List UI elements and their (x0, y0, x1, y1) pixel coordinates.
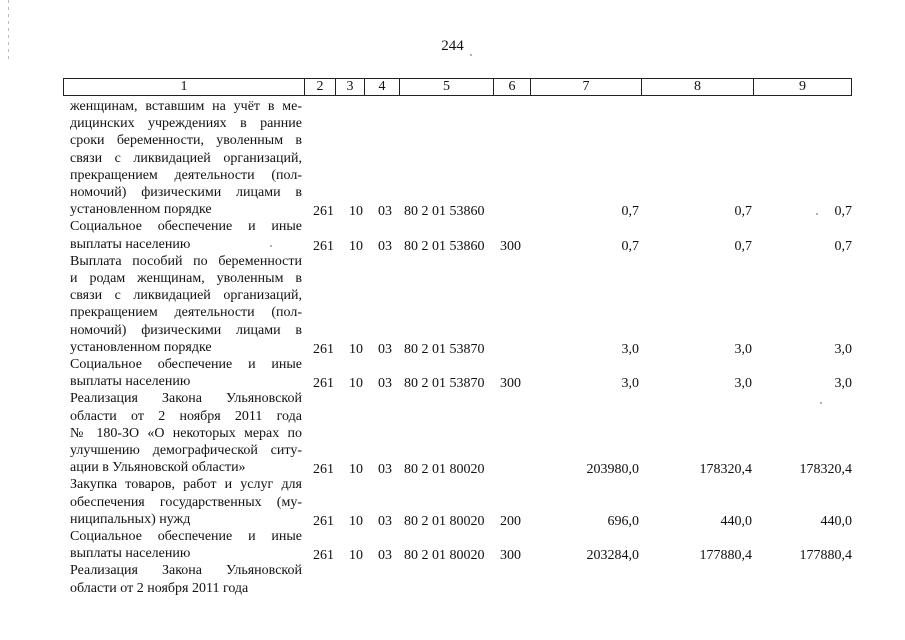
description-line: Реализация Закона Ульяновской (70, 563, 302, 579)
cell-c9: 440,0 (820, 513, 852, 529)
row-description (70, 98, 302, 218)
cell-c7: 0,7 (621, 238, 639, 254)
row-description (70, 253, 302, 356)
row-description (70, 356, 302, 390)
description-line: прекращением деятельности (пол- (70, 167, 302, 183)
row-description (70, 562, 302, 596)
cell-c9: 3,0 (834, 341, 852, 357)
row-description (70, 528, 302, 562)
cell-c2: 261 (313, 548, 334, 564)
description-line: Выплата пособий по беременности (70, 253, 302, 269)
cell-c8: 0,7 (734, 204, 752, 220)
page-number: 244 (441, 38, 464, 54)
cell-c5: 80 2 01 80020 (404, 548, 485, 564)
cell-c5: 80 2 01 53870 (404, 376, 485, 392)
cell-c2: 261 (313, 462, 334, 478)
description-line: женщинам, вставшим на учёт в ме- (70, 99, 302, 114)
cell-c3: 10 (349, 341, 363, 357)
description-line: Реализация Закона Ульяновской (70, 391, 302, 407)
column-header-8: 8 (642, 79, 754, 95)
description-line: установленном порядке (70, 202, 212, 218)
cell-c3: 10 (349, 548, 363, 564)
cell-c7: 203284,0 (586, 548, 639, 564)
cell-c5: 80 2 01 53860 (404, 204, 485, 220)
column-header-5: 5 (400, 79, 494, 95)
cell-c4: 03 (378, 548, 392, 564)
cell-c2: 261 (313, 513, 334, 529)
description-line: Социальное обеспечение и иные (70, 529, 302, 544)
cell-c3: 10 (349, 513, 363, 529)
cell-c8: 0,7 (734, 238, 752, 254)
row-description (70, 218, 302, 252)
description-line: номочий) физическими лицами в (70, 184, 302, 200)
column-header-2: 2 (305, 79, 336, 95)
cell-c9: 0,7 (834, 238, 852, 254)
description-line: установленном порядке (70, 339, 212, 355)
column-header-4: 4 (365, 79, 400, 95)
cell-c4: 03 (378, 204, 392, 220)
cell-c8: 440,0 (720, 513, 752, 529)
row-description (70, 476, 302, 528)
cell-c9: 177880,4 (799, 548, 852, 564)
cell-c5: 80 2 01 80020 (404, 462, 485, 478)
cell-c6: 200 (500, 513, 521, 529)
cell-c4: 03 (378, 462, 392, 478)
description-line: области от 2 ноября 2011 года (70, 408, 302, 424)
description-line: № 180-ЗО «О некоторых мерах по (70, 425, 302, 441)
cell-c5: 80 2 01 80020 (404, 513, 485, 529)
cell-c4: 03 (378, 341, 392, 357)
description-line: выплаты населению (70, 374, 191, 390)
description-line: улучшению демографической ситу- (70, 442, 302, 458)
cell-c7: 203980,0 (586, 462, 639, 478)
cell-c4: 03 (378, 376, 392, 392)
description-line: Социальное обеспечение и иные (70, 357, 302, 372)
cell-c2: 261 (313, 341, 334, 357)
table-header-row (63, 78, 852, 96)
cell-c3: 10 (349, 204, 363, 220)
description-line: ниципальных) нужд (70, 511, 191, 527)
cell-c5: 80 2 01 53860 (404, 238, 485, 254)
cell-c8: 178320,4 (699, 462, 752, 478)
description-line: прекращением деятельности (пол- (70, 305, 302, 321)
description-line: связи с ликвидацией организаций, (70, 288, 302, 304)
cell-c7: 3,0 (621, 341, 639, 357)
scan-speck (816, 213, 818, 215)
cell-c2: 261 (313, 376, 334, 392)
cell-c8: 3,0 (734, 376, 752, 392)
column-header-3: 3 (336, 79, 365, 95)
column-header-7: 7 (531, 79, 642, 95)
cell-c8: 177880,4 (699, 548, 752, 564)
scan-speck (270, 245, 272, 247)
cell-c9: 3,0 (834, 376, 852, 392)
cell-c6: 300 (500, 548, 521, 564)
column-header-1: 1 (64, 79, 305, 95)
description-line: сроки беременности, уволенным в (70, 133, 302, 149)
cell-c8: 3,0 (734, 341, 752, 357)
row-description (70, 390, 302, 476)
description-line: области от 2 ноября 2011 года (70, 580, 249, 596)
cell-c2: 261 (313, 204, 334, 220)
description-line: связи с ликвидацией организаций, (70, 150, 302, 166)
cell-c7: 696,0 (607, 513, 639, 529)
cell-c3: 10 (349, 462, 363, 478)
description-line: обеспечения государственных (му- (70, 494, 302, 510)
description-line: выплаты населению (70, 546, 191, 562)
column-header-9: 9 (799, 79, 806, 94)
cell-c3: 10 (349, 238, 363, 254)
cell-c4: 03 (378, 238, 392, 254)
description-line: ации в Ульяновской области» (70, 460, 246, 476)
cell-c7: 0,7 (621, 204, 639, 220)
cell-c6: 300 (500, 238, 521, 254)
scan-speck (470, 54, 472, 56)
description-line: Закупка товаров, работ и услуг для (70, 477, 302, 493)
description-line: выплаты населению (70, 236, 191, 252)
description-line: Социальное обеспечение и иные (70, 219, 302, 235)
cell-c6: 300 (500, 376, 521, 392)
cell-c9: 0,7 (834, 204, 852, 220)
cell-c2: 261 (313, 238, 334, 254)
column-header-6: 6 (494, 79, 531, 95)
cell-c4: 03 (378, 513, 392, 529)
cell-c7: 3,0 (621, 376, 639, 392)
description-line: номочий) физическими лицами в (70, 322, 302, 338)
description-line: дицинских учреждениях в ранние (70, 116, 302, 132)
cell-c3: 10 (349, 376, 363, 392)
scan-speck (820, 402, 822, 404)
cell-c9: 178320,4 (799, 462, 852, 478)
cell-c5: 80 2 01 53870 (404, 341, 485, 357)
description-line: и родам женщинам, уволенным в (70, 270, 302, 286)
